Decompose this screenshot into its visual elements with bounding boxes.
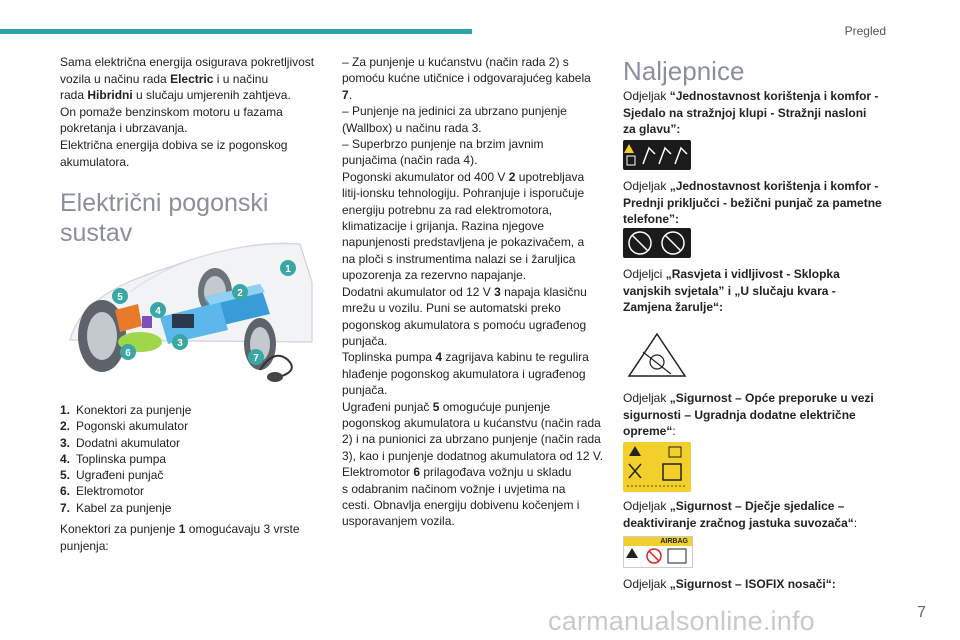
text-line — [342, 366, 607, 382]
headrest-warning-icon — [623, 140, 691, 170]
reference-number: 7 — [342, 87, 349, 102]
sticker-ref-paragraph: Odjeljak „Sigurnost – Opće preporuke u vezi sigurnosti – Ugradnja dodatne električne opreme“: — [623, 391, 874, 439]
section-heading-stickers: Naljepnice — [623, 56, 745, 86]
text-line — [342, 481, 607, 497]
text-line — [342, 317, 607, 333]
text-run: – Superbrzo punjenje na brzim javnim — [342, 137, 544, 152]
text-line — [342, 120, 607, 136]
text-run: usporavanjem vozila. — [342, 514, 455, 529]
svg-text:4: 4 — [155, 306, 161, 317]
text-line — [342, 152, 607, 168]
no-cards-icon — [623, 228, 691, 258]
svg-text:6: 6 — [125, 348, 131, 359]
reference-number: 3 — [494, 284, 501, 299]
wireless-charger-sticker — [623, 228, 691, 258]
svg-text:1: 1 — [285, 264, 291, 275]
reference-number: 4 — [435, 350, 443, 365]
text-run: (Wallbox) u načinu rada 3. — [342, 120, 482, 135]
rear-headrest-sticker — [623, 140, 691, 170]
text-line — [342, 284, 607, 300]
text-line — [342, 185, 607, 201]
legend-item: 4. Toplinska pumpa — [60, 451, 167, 466]
text-line — [342, 399, 607, 415]
text-run: 3), kao i punjenje dodatnog akumulatora od 12 V. — [342, 448, 604, 463]
text-run: pomoću kućne utičnice i odgovarajućeg kabela — [342, 71, 591, 86]
text-run: – Za punjenje u kućanstvu (način rada 2) s — [342, 55, 569, 69]
callout-4 — [150, 302, 166, 318]
no-bulb-warning-icon — [623, 330, 691, 380]
text-line — [342, 448, 607, 464]
text-run: Toplinska pumpa — [342, 350, 436, 365]
text-run: prilagođava vožnju u skladu — [420, 465, 572, 480]
text-line — [342, 103, 607, 119]
hybrid-car-diagram — [60, 222, 318, 392]
text-run: Ugrađeni punjač — [342, 399, 433, 414]
airbag-label: AIRBAG — [624, 537, 692, 546]
text-run: mrežu u vozilu. Puni se automatski preko — [342, 301, 561, 316]
svg-text:7: 7 — [253, 353, 259, 364]
component-legend — [60, 402, 316, 516]
page-number: 7 — [917, 604, 926, 621]
electrical-equipment-sticker — [623, 442, 691, 492]
text-run: upozorenja za rezervno napajanje. — [342, 268, 527, 283]
text-run: punjača. — [342, 333, 388, 348]
text-run: punjača. — [342, 383, 388, 398]
text-line — [342, 513, 607, 529]
text-line — [342, 415, 607, 431]
text-run: punjačima (način rada 4). — [342, 153, 478, 168]
text-line — [342, 251, 607, 267]
sticker-ref-paragraph: Odjeljak „Sigurnost – ISOFIX nosači“: — [623, 577, 836, 591]
svg-text:5: 5 — [117, 292, 123, 303]
top-accent-bar — [0, 29, 472, 34]
text-line — [342, 169, 607, 185]
text-run: cesti. Obnavlja energiju dobivenu kočenjem i — [342, 497, 580, 512]
reference-number: 2 — [508, 169, 516, 184]
callout-2 — [232, 284, 248, 300]
text-line — [342, 382, 607, 398]
text-run: zagrijava kabinu te regulira — [442, 350, 589, 365]
airbag-sticker — [623, 536, 693, 568]
text-run: napaja klasičnu — [500, 284, 587, 299]
text-run: 2) i na punionici za ubrzano punjenje (način rada — [342, 432, 601, 447]
text-line — [342, 218, 607, 234]
text-run: Elektromotor — [342, 465, 414, 480]
text-line — [342, 70, 607, 86]
watermark: carmanualsonline.info — [548, 606, 815, 636]
sticker-ref-paragraph: Odjeljak „Jednostavnost korištenja i komfor - Prednji priključci - bežični punjač za pametne telefone”: — [623, 179, 882, 227]
text-run: energiju potrebnu za rad elektromotora, — [342, 202, 553, 217]
text-line — [342, 300, 607, 316]
text-run: pogonskog akumulatora s pomoću ugrađenog — [342, 317, 587, 332]
legend-item: 2. Pogonski akumulator — [60, 419, 189, 434]
callout-1 — [280, 260, 296, 276]
text-run: na ploči s instrumentima nalazi se i žaruljica — [342, 251, 576, 266]
reference-number: 6 — [413, 465, 421, 480]
legend-item: 7. Kabel za punjenje — [60, 500, 172, 515]
text-line — [342, 87, 607, 103]
legend-item: 5. Ugrađeni punjač — [60, 468, 164, 483]
text-run: upotrebljava — [515, 169, 585, 184]
text-run: napunjenosti predstavljena je pokazivačem, a — [342, 235, 585, 250]
text-line — [342, 136, 607, 152]
sticker-ref-paragraph: Odjeljak “Jednostavnost korištenja i komfor - Sjedalo na stražnjoj klupi - Stražnji nasloni za glavu”: — [623, 89, 879, 137]
svg-text:3: 3 — [177, 338, 183, 349]
connectors-paragraph: Konektori za punjenje 1 omogućavaju 3 vrste punjenja: — [60, 522, 300, 553]
text-run: – Punjenje na jedinici za ubrzano punjenje — [342, 104, 567, 119]
text-run: litij-ionsku tehnologiju. Pohranjuje i isporučuje — [342, 186, 585, 201]
svg-text:2: 2 — [237, 288, 243, 299]
text-run: hlađenje pogonskog akumulatora i ugrađenog — [342, 366, 586, 381]
text-line — [342, 349, 607, 365]
callout-6 — [120, 344, 136, 360]
text-run: klimatizacije i grijanja. Razina njegove — [342, 219, 545, 234]
legend-item: 6. Elektromotor — [60, 484, 145, 499]
text-line — [342, 54, 607, 70]
text-run: omogućuje punjenje — [439, 399, 551, 414]
text-run: s odabranim načinom vožnje i uvjetima na — [342, 481, 566, 496]
text-line — [342, 202, 607, 218]
text-line — [342, 497, 607, 513]
heat-pump — [142, 316, 152, 328]
sticker-ref-paragraph: Odjeljci „Rasvjeta i vidljivost - Sklopka vanjskih svjetala” i „U slučaju kvara - Zamjena žarulje“: — [623, 267, 840, 315]
callout-5 — [112, 288, 128, 304]
legend-item: 1. Konektori za punjenje — [60, 403, 192, 417]
text-run: pogonskog akumulatora u kućanstvu (način rada — [342, 415, 601, 430]
text-line — [342, 267, 607, 283]
section-heading-electric-drive: Električni pogonski sustav — [60, 189, 269, 247]
auxiliary-battery — [172, 314, 194, 328]
text-run: Dodatni akumulator od 12 V — [342, 284, 495, 299]
charging-text-block — [342, 54, 607, 530]
callout-7 — [248, 349, 264, 365]
text-run: . — [348, 87, 353, 102]
legend-item: 3. Dodatni akumulator — [60, 435, 181, 450]
sticker-ref-paragraph: Odjeljak „Sigurnost – Dječje sjedalice – deaktiviranje zračnog jastuka suvozača“: — [623, 499, 858, 530]
text-run: Pogonski akumulator od 400 V — [342, 169, 509, 184]
intro-paragraph: Sama električna energija osigurava pokretljivost vozila u načinu rada Electric i u načinu rada Hibridni u slučaju umjerenih zahtjeva. On pomaže benzinskom motoru u fazama pokretanja i ubrzavanja. Električna energija dobiva se iz pogonskog akumulatora. — [60, 55, 315, 169]
reference-number: 5 — [432, 399, 440, 414]
callout-3 — [172, 334, 188, 350]
airbag-child-seat-icon — [624, 546, 692, 567]
text-line — [342, 333, 607, 349]
section-title: Pregled — [844, 24, 886, 38]
text-line — [342, 464, 607, 480]
text-line — [342, 234, 607, 250]
electrical-warning-icon — [623, 442, 691, 492]
text-line — [342, 431, 607, 447]
